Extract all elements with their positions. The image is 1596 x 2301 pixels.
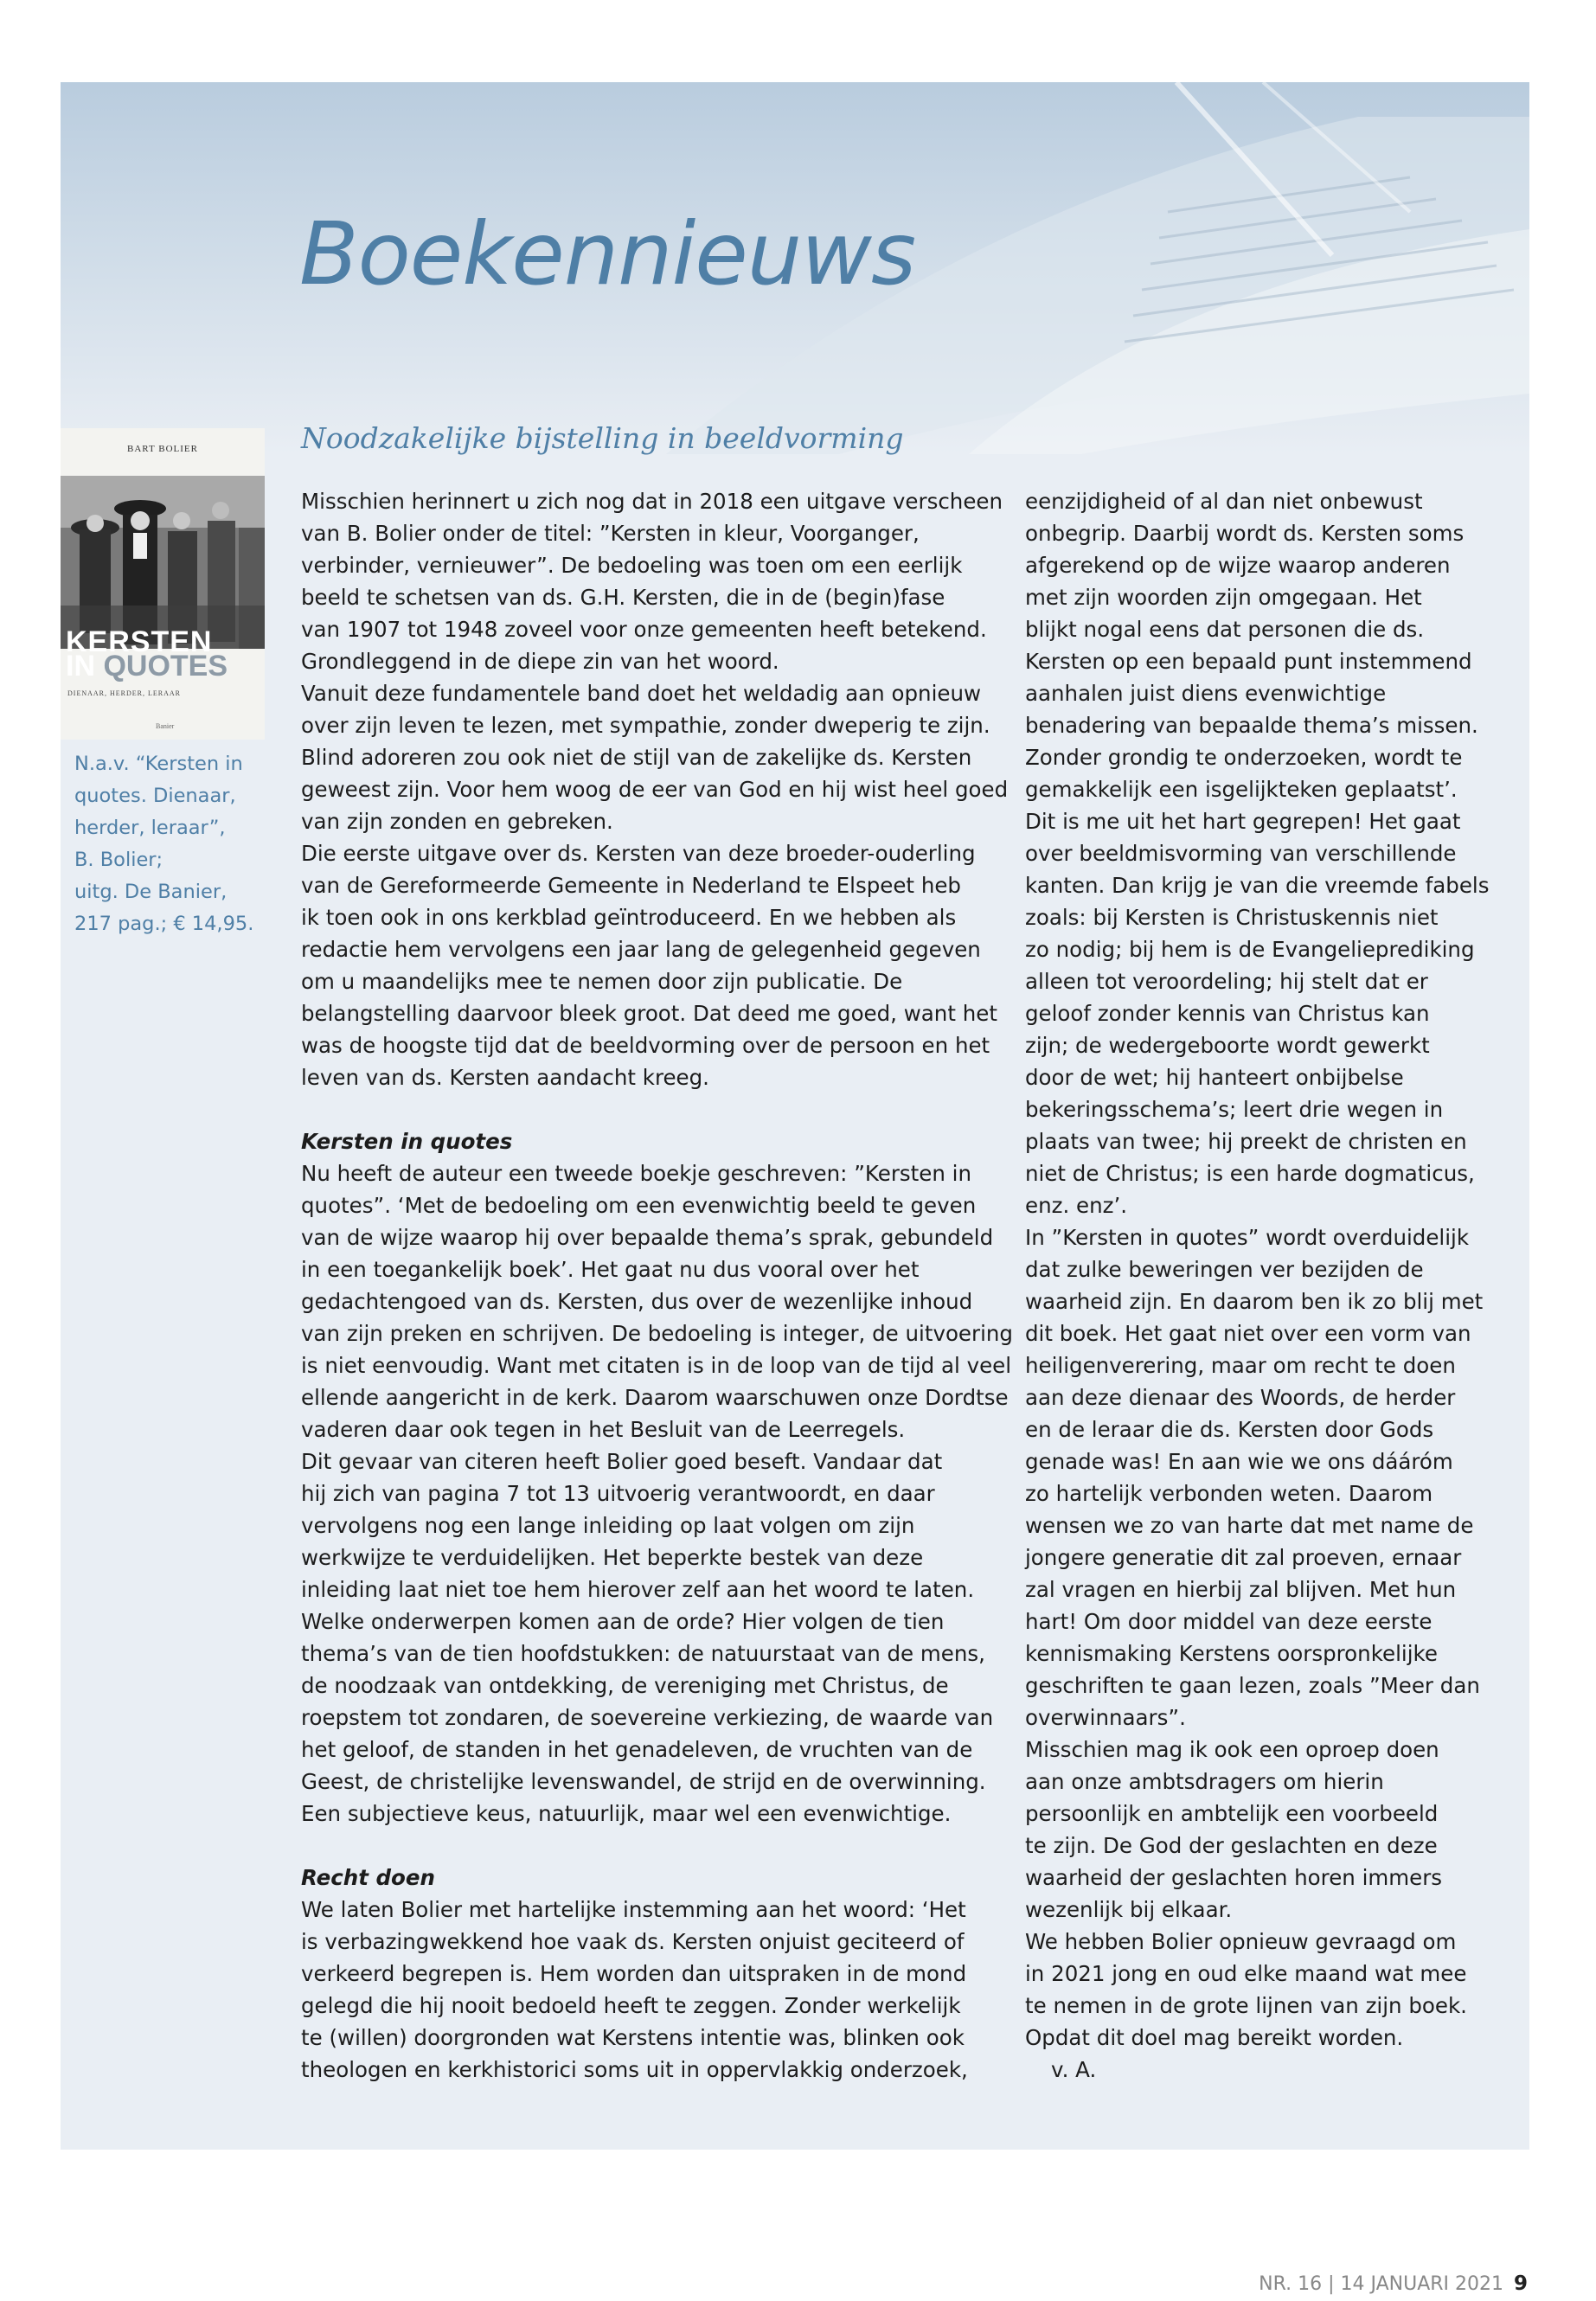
text-line: wezenlijk bij elkaar. — [1025, 1897, 1233, 1922]
text-line: is niet eenvoudig. Want met citaten is in de loop van de tijd al veel — [301, 1353, 1012, 1378]
text-line: in 2021 jong en oud elke maand wat mee — [1025, 1961, 1467, 1986]
text-line: blijkt nogal eens dat personen die ds. — [1025, 617, 1425, 642]
text-line: van de Gereformeerde Gemeente in Nederland te Elspeet heb — [301, 873, 961, 898]
text-line: Dit is me uit het hart gegrepen! Het gaat — [1025, 809, 1461, 834]
page-number: 9 — [1514, 2272, 1529, 2295]
cover-author: BART BOLIER — [127, 444, 198, 454]
text-line: Blind adoreren zou ook niet de stijl van de zakelijke ds. Kersten — [301, 745, 972, 770]
text-line: In ”Kersten in quotes” wordt overduidelijk — [1025, 1225, 1470, 1250]
author-signature: v. A. — [1051, 2057, 1097, 2082]
text-line: afgerekend op de wijze waarop anderen — [1025, 553, 1451, 578]
text-line: leven van ds. Kersten aandacht kreeg. — [301, 1065, 709, 1090]
text-line: door de wet; hij hanteert onbijbelse — [1025, 1065, 1404, 1090]
text-line: verbinder, vernieuwer”. De bedoeling was toen om een eerlijk — [301, 553, 963, 578]
text-line: bekeringsschema’s; leert drie wegen in — [1025, 1097, 1444, 1122]
text-line: genade was! En aan wie we ons dááróm — [1025, 1449, 1453, 1474]
text-line: van de wijze waarop hij over bepaalde thema’s sprak, gebundeld — [301, 1225, 994, 1250]
text-line: hij zich van pagina 7 tot 13 uitvoerig verantwoordt, en daar — [301, 1481, 935, 1506]
text-line: Welke onderwerpen komen aan de orde? Hier volgen de tien — [301, 1609, 945, 1634]
section-title: Boekennieuws — [299, 203, 916, 304]
article-column-1 — [301, 485, 1045, 2086]
text-line: Die eerste uitgave over ds. Kersten van deze broeder-ouderling — [301, 841, 976, 866]
text-line: eenzijdigheid of al dan niet onbewust — [1025, 489, 1423, 514]
text-line: zo hartelijk verbonden weten. Daarom — [1025, 1481, 1433, 1506]
caption-line: B. Bolier; — [74, 849, 163, 871]
text-line: jongere generatie dit zal proeven, ernaar — [1025, 1545, 1462, 1570]
article-column-2 — [1025, 485, 1509, 2086]
text-line: verkeerd begrepen is. Hem worden dan uitspraken in de mond — [301, 1961, 967, 1986]
text-line: belangstelling daarvoor bleek groot. Dat deed me goed, want het — [301, 1001, 997, 1026]
text-line: roepstem tot zondaren, de soevereine verkiezing, de waarde van — [301, 1705, 994, 1730]
book-caption — [74, 748, 291, 940]
cover-photo — [61, 476, 265, 649]
section-heading: Kersten in quotes — [301, 1129, 513, 1154]
issue-info: NR. 16 | 14 JANUARI 2021 — [1259, 2273, 1503, 2295]
text-line: met zijn woorden zijn omgegaan. Het — [1025, 585, 1422, 610]
text-line: over zijn leven te lezen, met sympathie, zonder dweperig te zijn. — [301, 713, 990, 738]
cover-title-in: IN — [66, 650, 95, 683]
text-line: kanten. Dan krijg je van die vreemde fabels — [1025, 873, 1490, 898]
text-line: Geest, de christelijke levenswandel, de strijd en de overwinning. — [301, 1769, 986, 1794]
text-line: theologen en kerkhistorici soms uit in oppervlakkig onderzoek, — [301, 2057, 968, 2082]
text-line: aan deze dienaar des Woords, de herder — [1025, 1385, 1456, 1410]
text-line: Dit gevaar van citeren heeft Bolier goed beseft. Vandaar dat — [301, 1449, 943, 1474]
text-line: geweest zijn. Voor hem woog de eer van God en hij wist heel goed — [301, 777, 1009, 802]
text-line: niet de Christus; is een harde dogmaticus, — [1025, 1161, 1475, 1186]
caption-line: herder, leraar”, — [74, 817, 226, 839]
text-line: Vanuit deze fundamentele band doet het weldadig aan opnieuw — [301, 681, 982, 706]
text-line: is verbazingwekkend hoe vaak ds. Kersten onjuist geciteerd of — [301, 1929, 965, 1954]
text-line: beeld te schetsen van ds. G.H. Kersten, die in de (begin)fase — [301, 585, 945, 610]
caption-line: N.a.v. “Kersten in — [74, 753, 243, 775]
text-line: plaats van twee; hij preekt de christen en — [1025, 1129, 1467, 1154]
text-line: waarheid zijn. En daarom ben ik zo blij met — [1025, 1289, 1484, 1314]
cover-subtitle: DIENAAR, HERDER, LERAAR — [67, 689, 181, 697]
text-line: onbegrip. Daarbij wordt ds. Kersten soms — [1025, 521, 1465, 546]
text-line: enz. enz’. — [1025, 1193, 1128, 1218]
text-line: ik toen ook in ons kerkblad geïntroduceerd. En we hebben als — [301, 905, 957, 930]
text-line: was de hoogste tijd dat de beeldvorming over de persoon en het — [301, 1033, 990, 1058]
text-line: Een subjectieve keus, natuurlijk, maar wel een evenwichtige. — [301, 1801, 952, 1826]
text-line: de noodzaak van ontdekking, de vereniging met Christus, de — [301, 1673, 949, 1698]
text-line: zoals: bij Kersten is Christuskennis niet — [1025, 905, 1439, 930]
text-line: om u maandelijks mee te nemen door zijn publicatie. De — [301, 969, 903, 994]
text-line: vaderen daar ook tegen in het Besluit van de Leerregels. — [301, 1417, 906, 1442]
text-line: persoonlijk en ambtelijk een voorbeeld — [1025, 1801, 1439, 1826]
paragraph-gap — [301, 1830, 1045, 1862]
text-line: We laten Bolier met hartelijke instemming aan het woord: ‘Het — [301, 1897, 966, 1922]
text-line: aan onze ambtsdragers om hierin — [1025, 1769, 1384, 1794]
text-line: zo nodig; bij hem is de Evangelieprediking — [1025, 937, 1475, 962]
text-line: redactie hem vervolgens een jaar lang de gelegenheid gegeven — [301, 937, 981, 962]
text-line: gelegd die hij nooit bedoeld heeft te zeggen. Zonder werkelijk — [301, 1993, 961, 2018]
text-line: dit boek. Het gaat niet over een vorm van — [1025, 1321, 1471, 1346]
text-line: overwinnaars”. — [1025, 1705, 1186, 1730]
text-line: van B. Bolier onder de titel: ”Kersten in kleur, Voorganger, — [301, 521, 920, 546]
text-line: alleen tot veroordeling; hij stelt dat er — [1025, 969, 1428, 994]
text-line: Opdat dit doel mag bereikt worden. — [1025, 2025, 1404, 2050]
text-line: gemakkelijk een isgelijkteken geplaatst’. — [1025, 777, 1458, 802]
book-cover — [61, 428, 265, 740]
text-line: geschriften te gaan lezen, zoals ”Meer dan — [1025, 1673, 1480, 1698]
text-line: geloof zonder kennis van Christus kan — [1025, 1001, 1430, 1026]
text-line: dat zulke beweringen ver bezijden de — [1025, 1257, 1424, 1282]
text-line: thema’s van de tien hoofdstukken: de natuurstaat van de mens, — [301, 1641, 985, 1666]
caption-line: uitg. De Banier, — [74, 881, 228, 903]
caption-line: quotes. Dienaar, — [74, 785, 236, 807]
paragraph-gap — [301, 1093, 1045, 1125]
article-panel — [61, 82, 1529, 2150]
text-line: te zijn. De God der geslachten en deze — [1025, 1833, 1438, 1858]
article-subtitle: Noodzakelijke bijstelling in beeldvorming — [301, 421, 904, 455]
text-line: hart! Om door middel van deze eerste — [1025, 1609, 1433, 1634]
text-line: van 1907 tot 1948 zoveel voor onze gemeenten heeft betekend. — [301, 617, 987, 642]
text-line: werkwijze te verduidelijken. Het beperkte bestek van deze — [301, 1545, 924, 1570]
text-line: van zijn preken en schrijven. De bedoeling is integer, de uitvoering — [301, 1321, 1013, 1346]
text-line: quotes”. ‘Met de bedoeling om een evenwichtig beeld te geven — [301, 1193, 977, 1218]
section-heading: Recht doen — [301, 1865, 435, 1890]
caption-line: 217 pag.; € 14,95. — [74, 913, 254, 935]
text-line: heiligenverering, maar om recht te doen — [1025, 1353, 1456, 1378]
text-line: Misschien herinnert u zich nog dat in 2018 een uitgave verscheen — [301, 489, 1003, 514]
text-line: gedachtengoed van ds. Kersten, dus over de wezenlijke inhoud — [301, 1289, 973, 1314]
cover-title-line-1: KERSTEN — [66, 625, 213, 658]
text-line: zijn; de wedergeboorte wordt gewerkt — [1025, 1033, 1430, 1058]
cover-title-quotes: QUOTES — [103, 650, 228, 683]
text-line: Grondleggend in de diepe zin van het woord. — [301, 649, 779, 674]
text-line: vervolgens nog een lange inleiding op laat volgen om zijn — [301, 1513, 915, 1538]
text-line: het geloof, de standen in het genadeleven, de vruchten van de — [301, 1737, 973, 1762]
text-line: aanhalen juist diens evenwichtige — [1025, 681, 1387, 706]
text-line: van zijn zonden en gebreken. — [301, 809, 613, 834]
text-line: te nemen in de grote lijnen van zijn boek. — [1025, 1993, 1467, 2018]
text-line: benadering van bepaalde thema’s missen. — [1025, 713, 1478, 738]
text-line: ellende aangericht in de kerk. Daarom waarschuwen onze Dordtse — [301, 1385, 1009, 1410]
cover-publisher: Banier — [156, 722, 175, 730]
text-line: Kersten op een bepaald punt instemmend — [1025, 649, 1472, 674]
text-line: inleiding laat niet toe hem hierover zelf aan het woord te laten. — [301, 1577, 975, 1602]
text-line: Zonder grondig te onderzoeken, wordt te — [1025, 745, 1463, 770]
cover-title-line-2 — [66, 651, 228, 681]
text-line: Nu heeft de auteur een tweede boekje geschreven: ”Kersten in — [301, 1161, 971, 1186]
text-line: waarheid der geslachten horen immers — [1025, 1865, 1443, 1890]
text-line: kennismaking Kerstens oorspronkelijke — [1025, 1641, 1438, 1666]
text-line: te (willen) doorgronden wat Kerstens intentie was, blinken ook — [301, 2025, 965, 2050]
text-line: in een toegankelijk boek’. Het gaat nu dus vooral over het — [301, 1257, 920, 1282]
text-line: zal vragen en hierbij zal blijven. Met hun — [1025, 1577, 1457, 1602]
text-line: Misschien mag ik ook een oproep doen — [1025, 1737, 1439, 1762]
text-line: over beeldmisvorming van verschillende — [1025, 841, 1457, 866]
text-line: We hebben Bolier opnieuw gevraagd om — [1025, 1929, 1457, 1954]
text-line: wensen we zo van harte dat met name de — [1025, 1513, 1474, 1538]
text-line: en de leraar die ds. Kersten door Gods — [1025, 1417, 1434, 1442]
